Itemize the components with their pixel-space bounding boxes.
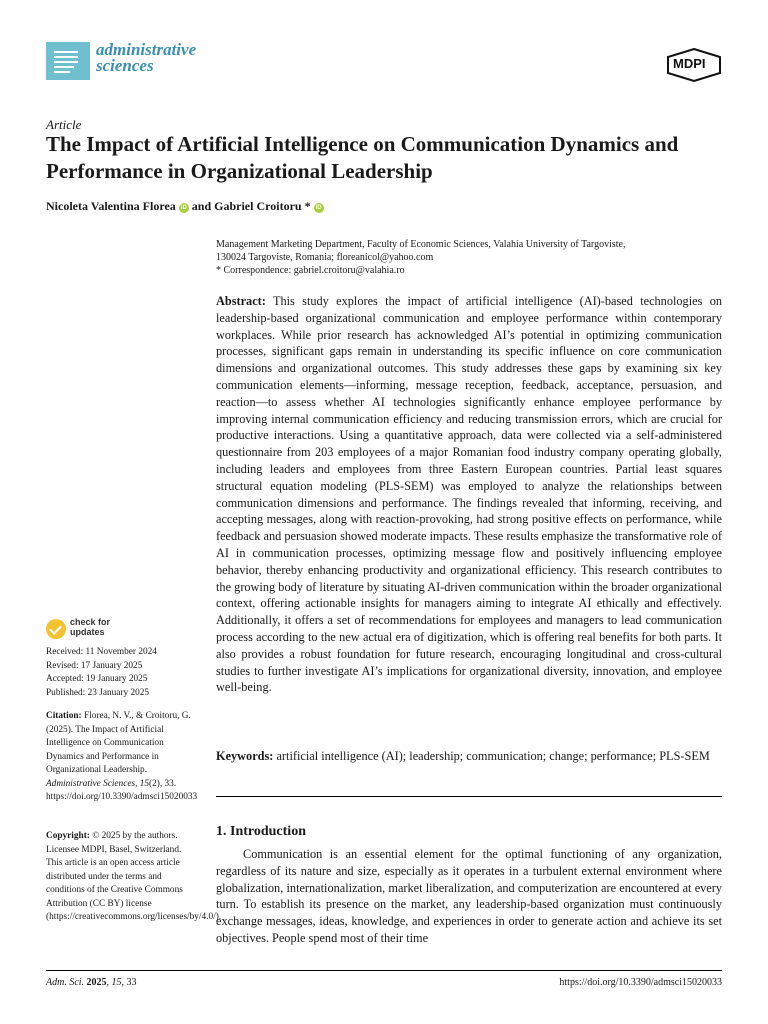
- check-label-line2: updates: [70, 627, 105, 637]
- section-heading-introduction: 1. Introduction: [216, 824, 306, 839]
- journal-name-line1: administrative: [96, 40, 197, 59]
- affiliation-line1: Management Marketing Department, Faculty of Economic Sciences, Valahia University of Targoviste,: [216, 239, 626, 250]
- footer-article: , 33: [121, 977, 137, 988]
- section-divider: [216, 796, 722, 797]
- footer-divider: [46, 970, 722, 971]
- citation: Citation: Florea, N. V., & Croitoru, G. (2025). The Impact of Artificial Intelligence on Communication Dynamics and Performance in Organizational Leadership. Administrative Sciences, 15(2), 33. https://doi.org/10.3390/admsci15020033: [46, 711, 198, 802]
- abstract-text: This study explores the impact of artificial intelligence (AI)-based technologies on leadership-based organizational communication and employee performance within contemporary workplaces. While prior research has acknowledged AI’s potential in optimizing communication processes, significant gaps remain in understanding its specific influence on core communication dimensions and organizational outcomes. This study addresses these gaps by examining six key communication elements—informing, message reception, feedback, acceptance, persuasion, and reaction—to assess whether AI technologies significantly enhance employee performance by improving internal communication efficiency and reducing transmission errors, which are crucial for productive interactions. Using a quantitative approach, data were collected via a self-administered questionnaire from 203 employees of a major Romanian food industry company operating globally, including leaders and employees from three Eastern European countries. Partial least squares structural equation modeling (PLS-SEM) was employed to analyze the relationships between communication dimensions and performance. The findings revealed that informing, receiving, and accepting messages, along with reaction-provoking, had strong positive effects on performance, while feedback and persuasion showed moderate impacts. These results emphasize the transformative role of AI in communication processes, optimizing message flow and positively influencing employee behavior, thereby enhancing productivity and organizational efficiency. This research contributes to the growing body of literature by situating AI-driven communication within the broader organizational context, offering actionable insights for managers aiming to integrate AI ethically and effectively. Additionally, it offers a set of recommendations for employees and managers to lead communication process according to the new actual era of digitization, which is offering real benefits for both parts. It also provides a robust foundation for future research, encouraging longitudinal and cross-cultural studies to further investigate AI’s implications for organizational diversity, innovation, and employee well-being.: [216, 294, 722, 695]
- citation-label: Citation:: [46, 711, 82, 721]
- citation-volume: 15: [139, 778, 150, 789]
- abstract-label: Abstract:: [216, 294, 266, 308]
- published-date: Published: 23 January 2025: [46, 687, 150, 698]
- revised-date: Revised: 17 January 2025: [46, 660, 143, 671]
- citation-journal: Administrative Sciences: [46, 778, 136, 789]
- footer-doi-link[interactable]: https://doi.org/10.3390/admsci15020033: [559, 977, 722, 988]
- publisher-logo: [666, 48, 722, 87]
- footer-year: 2025: [86, 977, 107, 988]
- keywords-label: Keywords:: [216, 749, 274, 763]
- footer-citation: Adm. Sci. 2025, 15, 33: [46, 977, 137, 988]
- copyright-text: © 2025 by the authors. Licensee MDPI, Basel, Switzerland. This article is an open access article distributed under the terms and conditions of the Creative Commons Attribution (CC BY) license (https://creativecommons.org/licenses/by/4.0/).: [46, 831, 222, 922]
- orcid-icon[interactable]: iD: [315, 205, 322, 211]
- introduction-text: Communication is an essential element for the optimal functioning of any organization, regardless of its nature and size, especially as it operates in a turbulent external environment where globalization, internationalization, market liberalization, and computerization are encountered at every turn. To establish its presence on the market, any leadership-based organization must continuously exchange messages, ideas, knowledge, and experiences in order to generate action and achieve its set objectives. People spend most of their time: [216, 847, 722, 945]
- author-2[interactable]: Gabriel Croitoru *: [214, 199, 311, 213]
- check-updates-icon: [46, 619, 66, 639]
- publication-dates: [46, 646, 196, 700]
- affiliation: [216, 238, 726, 277]
- journal-name-line2: sciences: [96, 56, 154, 75]
- article-type: Article: [46, 117, 82, 132]
- accepted-date: Accepted: 19 January 2025: [46, 674, 148, 684]
- author-list: [46, 199, 324, 214]
- author-1[interactable]: Nicoleta Valentina Florea: [46, 199, 176, 213]
- author-joiner: and: [188, 199, 215, 213]
- copyright-label: Copyright:: [46, 831, 90, 841]
- keywords-text: artificial intelligence (AI); leadership; communication; change; performance; PLS-SEM: [276, 749, 710, 763]
- publisher-name: MDPI: [673, 56, 706, 71]
- journal-logo-icon: [46, 42, 90, 80]
- orcid-icon[interactable]: iD: [180, 205, 187, 211]
- journal-name: [96, 42, 196, 74]
- received-date: Received: 11 November 2024: [46, 647, 157, 657]
- footer-journal: Adm. Sci.: [46, 977, 85, 988]
- citation-text: Florea, N. V., & Croitoru, G. (2025). The Impact of Artificial Intelligence on Communication Dynamics and Performance in Organizational Leadership.: [46, 711, 191, 775]
- correspondence: * Correspondence: gabriel.croitoru@valahia.ro: [216, 265, 405, 276]
- article-title: The Impact of Artificial Intelligence on Communication Dynamics and Performance in Organizational Leadership: [46, 132, 679, 183]
- keywords: [216, 748, 722, 765]
- copyright-notice: [46, 830, 222, 925]
- check-label-line1: check for: [70, 617, 111, 627]
- citation-doi[interactable]: (2), 33. https://doi.org/10.3390/admsci15020033: [46, 778, 198, 802]
- footer-volume: 15: [111, 977, 122, 988]
- abstract: [216, 293, 722, 696]
- affiliation-line2: 130024 Targoviste, Romania; floreanicol@yahoo.com: [216, 252, 434, 263]
